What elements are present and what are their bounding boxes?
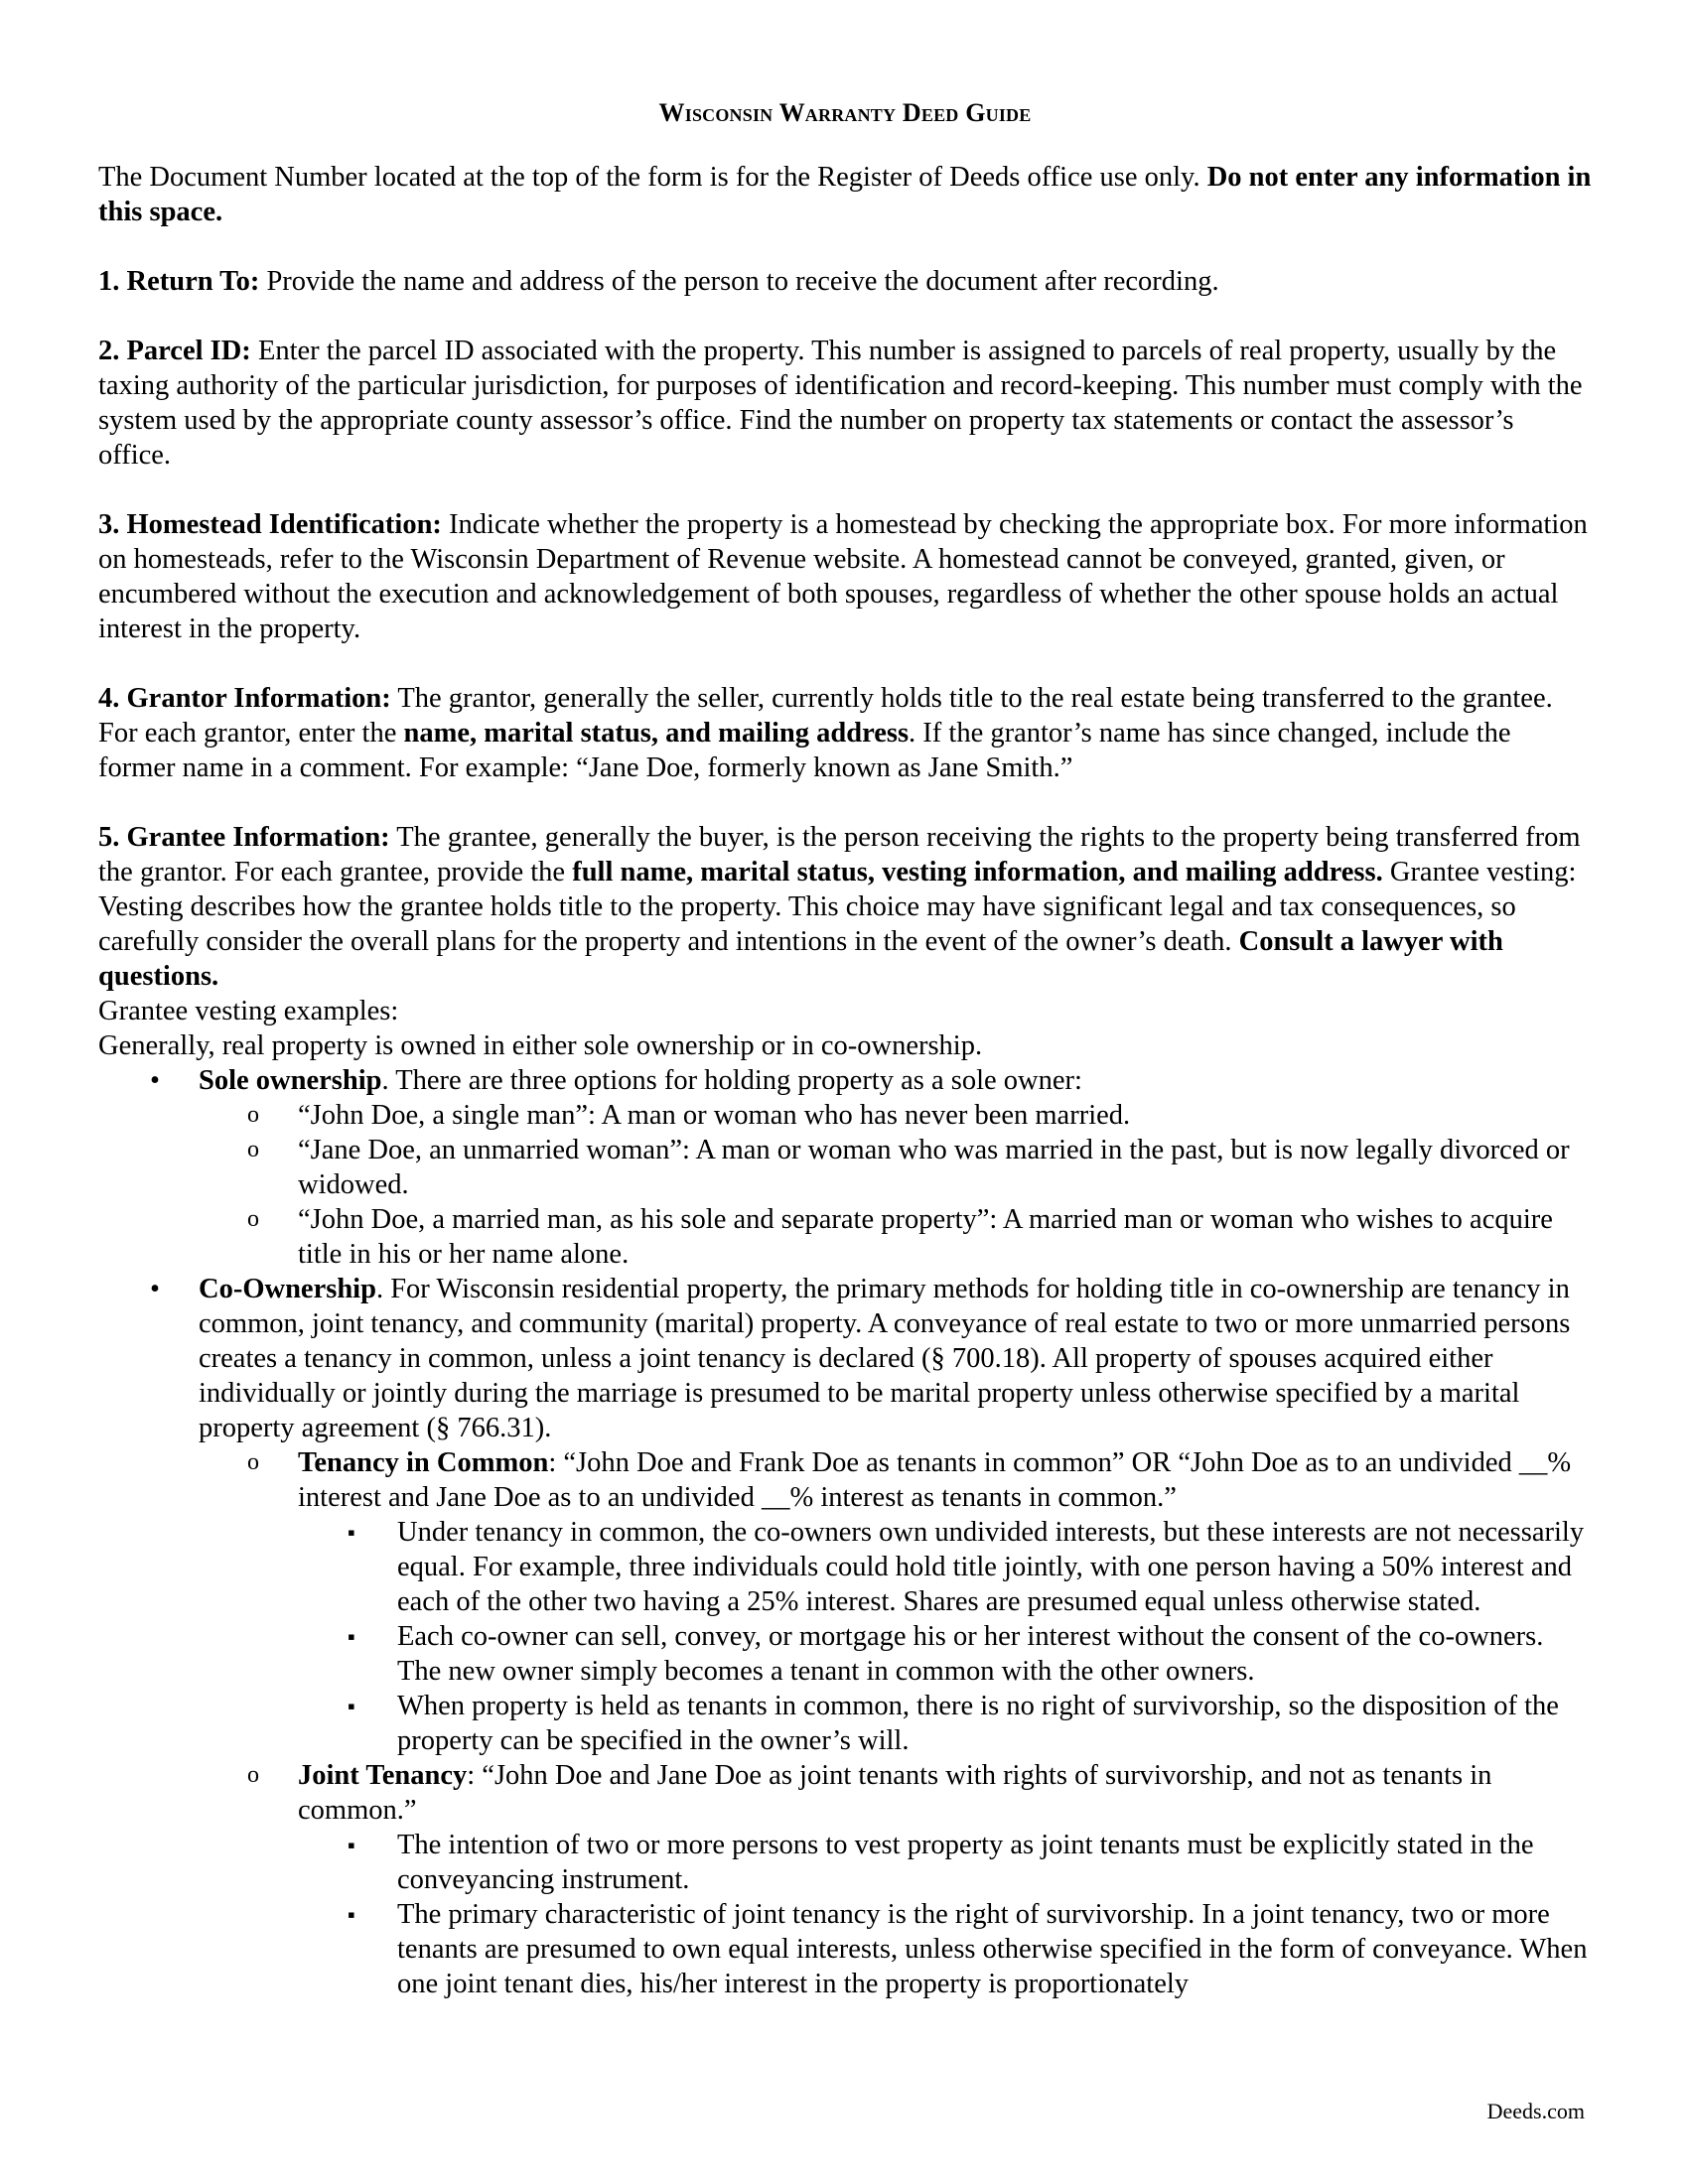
- list-item: o “John Doe, a married man, as his sole and separate property”: A married man or woman who wishes to acquire title in his or her name alone.: [247, 1204, 1553, 1270]
- circle-bullet-icon: o: [247, 1137, 259, 1162]
- section-grantor: 4. Grantor Information: The grantor, generally the seller, currently holds title to the real estate being transferred to the grantee. For each grantor, enter the name, marital status, and mailing address. If the grantor’s name has since changed, include the former name in a comment. For example: “Jane Doe, formerly known as Jane Smith.”: [98, 683, 1553, 783]
- page-title: Wisconsin Warranty Deed Guide: [658, 98, 1032, 127]
- circle-bullet-icon: o: [247, 1102, 259, 1128]
- intro-paragraph: The Document Number located at the top of the form is for the Register of Deeds office use only. Do not enter any information in this space.: [98, 162, 1592, 227]
- list-item: o “Jane Doe, an unmarried woman”: A man or woman who was married in the past, but is now legally divorced or widowed.: [247, 1135, 1570, 1200]
- square-bullet-icon: ▪: [348, 1520, 355, 1545]
- circle-bullet-icon: o: [247, 1206, 259, 1232]
- square-bullet-icon: ▪: [348, 1624, 355, 1649]
- section-homestead: 3. Homestead Identification: Indicate whether the property is a homestead by checking the appropriate box. For more information on homesteads, refer to the Wisconsin Department of Revenue website. A homestead cannot be conveyed, granted, given, or encumbered without the execution and acknowledgement of both spouses, regardless of whether the other spouse holds an actual interest in the property.: [98, 509, 1588, 644]
- section-grantee: 5. Grantee Information: The grantee, generally the buyer, is the person receiving the rights to the property being transferred from the grantor. For each grantee, provide the full name, marital status, vesting information, and mailing address. Grantee vesting: Vesting describes how the grantee holds title to the property. This choice may have significant legal and tax consequences, so carefully consider the overall plans for the property and intentions in the event of the owner’s death. Consult a lawyer with questions.: [98, 822, 1581, 992]
- section-return-to: 1. Return To: Provide the name and address of the person to receive the document after recording.: [98, 266, 1219, 297]
- circle-bullet-icon: o: [247, 1762, 259, 1788]
- grantee-examples-label: Grantee vesting examples:: [98, 996, 399, 1026]
- bullet-icon: •: [150, 1274, 160, 1304]
- list-item-sole-ownership: • Sole ownership. There are three options for holding property as a sole owner:: [150, 1065, 1082, 1096]
- square-bullet-icon: ▪: [348, 1902, 355, 1927]
- grantee-generally: Generally, real property is owned in either sole ownership or in co-ownership.: [98, 1030, 983, 1061]
- list-item-co-ownership: • Co-Ownership. For Wisconsin residential property, the primary methods for holding title in co-ownership are tenancy in common, joint tenancy, and community (marital) property. A conveyance of real estate to two or more unmarried persons creates a tenancy in common, unless a joint tenancy is declared (§ 700.18). All property of spouses acquired either individually or jointly during the marriage is presumed to be marital property unless otherwise specified by a marital property agreement (§ 766.31).: [150, 1274, 1571, 1443]
- list-item-joint-tenancy: o Joint Tenancy: “John Doe and Jane Doe as joint tenants with rights of survivorship, and not as tenants in common.”: [247, 1760, 1492, 1826]
- list-item: ▪ When property is held as tenants in common, there is no right of survivorship, so the disposition of the property can be specified in the owner’s will.: [348, 1691, 1559, 1756]
- square-bullet-icon: ▪: [348, 1833, 355, 1857]
- list-item: ▪ The intention of two or more persons to vest property as joint tenants must be explicitly stated in the conveyancing instrument.: [348, 1830, 1534, 1895]
- list-item: o “John Doe, a single man”: A man or woman who has never been married.: [247, 1100, 1131, 1131]
- list-item: ▪ The primary characteristic of joint tenancy is the right of survivorship. In a joint tenancy, two or more tenants are presumed to own equal interests, unless otherwise specified in the form of conveyance. When one joint tenant dies, his/her interest in the property is proportionately: [348, 1899, 1588, 1999]
- section-parcel-id: 2. Parcel ID: Enter the parcel ID associated with the property. This number is assigned to parcels of real property, usually by the taxing authority of the particular jurisdiction, for purposes of identification and record-keeping. This number must comply with the system used by the appropriate county assessor’s office. Find the number on property tax statements or contact the assessor’s office.: [98, 336, 1583, 471]
- bullet-icon: •: [150, 1065, 160, 1096]
- document-page: [98, 95, 1592, 2001]
- list-item: ▪ Under tenancy in common, the co-owners own undivided interests, but these interests are not necessarily equal. For example, three individuals could hold title jointly, with one person having a 50% interest and each of the other two having a 25% interest. Shares are presumed equal unless otherwise stated.: [348, 1517, 1585, 1617]
- circle-bullet-icon: o: [247, 1449, 259, 1475]
- list-item: ▪ Each co-owner can sell, convey, or mortgage his or her interest without the consent of the co-owners. The new owner simply becomes a tenant in common with the other owners.: [348, 1621, 1544, 1687]
- list-item-tenancy-in-common: o Tenancy in Common: “John Doe and Frank Doe as tenants in common” OR “John Doe as to an undivided __% interest and Jane Doe as to an undivided __% interest as tenants in common.”: [247, 1447, 1572, 1513]
- square-bullet-icon: ▪: [348, 1694, 355, 1718]
- footer-site-name: Deeds.com: [1486, 2099, 1585, 2123]
- ownership-list: [98, 1063, 1592, 2001]
